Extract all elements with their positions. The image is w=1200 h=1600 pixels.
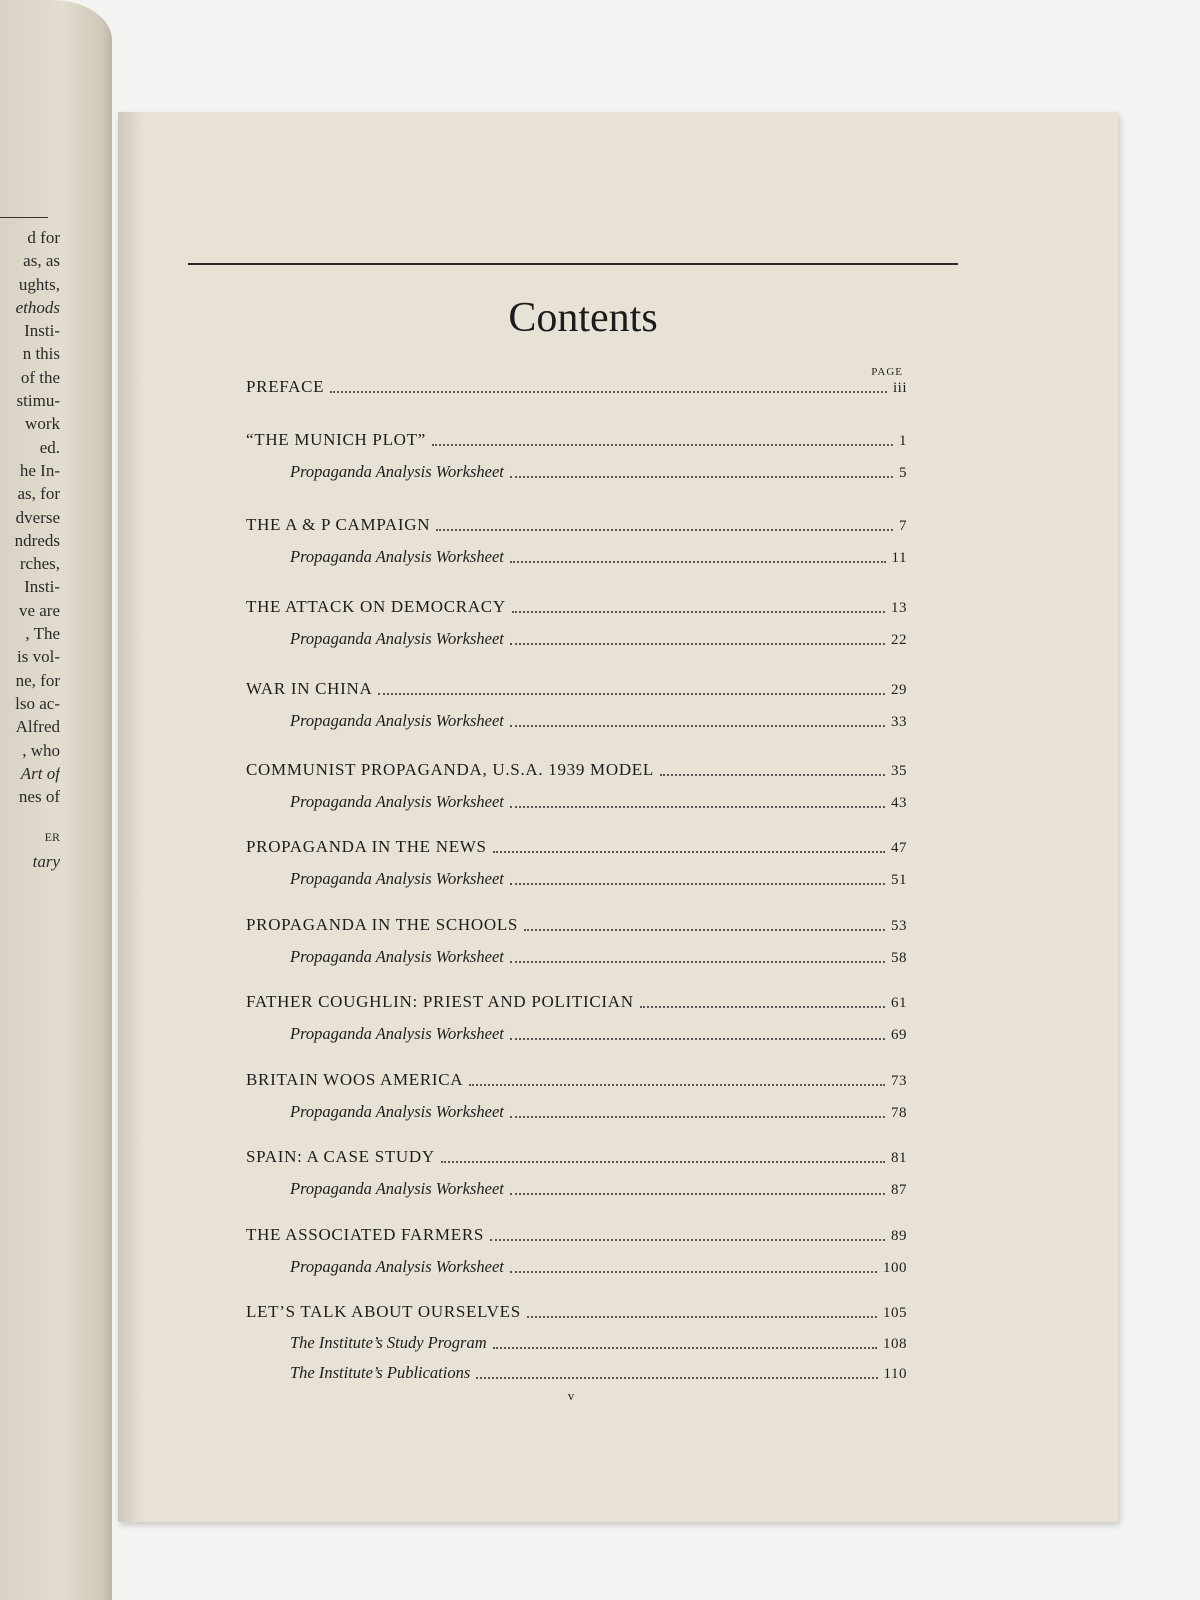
dot-leader [510, 725, 885, 727]
left-page-line: as, for [17, 484, 60, 504]
left-page-line: tary [32, 851, 60, 871]
left-page-line: ughts, [18, 274, 60, 294]
dot-leader [378, 693, 885, 695]
left-page-line: stimu- [16, 391, 60, 411]
left-page-rule [0, 217, 48, 218]
toc-entry-label: THE ASSOCIATED FARMERS [246, 1225, 485, 1244]
toc-page-number: 100 [883, 1260, 907, 1276]
toc-entry [246, 679, 907, 699]
dot-leader [493, 1347, 877, 1349]
toc-subentry [290, 1333, 907, 1353]
toc-entry [246, 515, 907, 535]
left-page-line: ve are [18, 600, 60, 620]
toc-subentry [290, 1102, 907, 1122]
toc-page-number: 105 [883, 1305, 907, 1321]
toc-subentry [290, 1179, 907, 1199]
contents-page [118, 112, 1118, 1522]
toc-entry-label: PROPAGANDA IN THE SCHOOLS [246, 915, 519, 934]
toc-entry-label: LET’S TALK ABOUT OURSELVES [246, 1302, 521, 1321]
toc-entry-label: BRITAIN WOOS AMERICA [246, 1070, 464, 1089]
toc-entry [246, 915, 907, 935]
toc-entry-label: FATHER COUGHLIN: PRIEST AND POLITICIAN [246, 992, 634, 1011]
toc-page-number: 89 [891, 1228, 907, 1244]
page-column-label: PAGE [871, 366, 903, 378]
toc-entry-label: THE ATTACK ON DEMOCRACY [246, 597, 506, 616]
toc-entry-label: Propaganda Analysis Worksheet [290, 462, 504, 481]
left-page-line: dverse [15, 507, 60, 527]
left-page-line: Alfred [15, 717, 60, 737]
toc-subentry [290, 629, 907, 649]
toc-entry [246, 1070, 907, 1090]
toc-page-number: 22 [891, 632, 907, 648]
toc-list [118, 112, 1118, 1522]
left-page-text [0, 226, 60, 873]
dot-leader [510, 883, 885, 885]
left-page-gap [0, 808, 60, 826]
toc-entry-label: Propaganda Analysis Worksheet [290, 629, 504, 648]
left-page-line: n this [22, 344, 60, 364]
toc-entry [246, 597, 907, 617]
toc-subentry [290, 547, 907, 567]
page-folio: v [567, 1388, 575, 1403]
toc-page-number: 78 [891, 1105, 907, 1121]
toc-entry-label: Propaganda Analysis Worksheet [290, 869, 504, 888]
toc-page-number: 1 [899, 433, 907, 449]
toc-subentry [290, 1024, 907, 1044]
toc-entry [246, 430, 907, 450]
toc-page-number: 13 [891, 600, 907, 616]
left-page-line: ed. [39, 437, 60, 457]
dot-leader [510, 806, 885, 808]
left-page-line: as, as [23, 251, 60, 271]
toc-entry-label: Propaganda Analysis Worksheet [290, 711, 504, 730]
toc-subentry [290, 462, 907, 482]
toc-entry [246, 1147, 907, 1167]
left-page-line: ndreds [14, 530, 60, 550]
dot-leader [510, 961, 885, 963]
dot-leader [432, 444, 893, 446]
toc-page-number: 35 [891, 763, 907, 779]
toc-entry-label: Propaganda Analysis Worksheet [290, 1179, 504, 1198]
toc-entry-label: “THE MUNICH PLOT” [246, 430, 426, 449]
left-page-line: Insti- [24, 321, 60, 341]
toc-entry-label: Propaganda Analysis Worksheet [290, 1024, 504, 1043]
toc-page-number: 5 [899, 465, 907, 481]
toc-entry-label: THE A & P CAMPAIGN [246, 515, 431, 534]
left-facing-page [0, 0, 112, 1600]
dot-leader [527, 1316, 877, 1318]
toc-page-number: 7 [899, 518, 907, 534]
toc-page-number: 53 [891, 918, 907, 934]
left-page-line: nes of [18, 787, 60, 807]
dot-leader [510, 643, 885, 645]
toc-subentry [290, 1363, 907, 1383]
dot-leader [510, 1038, 885, 1040]
left-page-line: d for [27, 228, 60, 247]
toc-page-number: 47 [891, 840, 907, 856]
toc-entry [246, 377, 907, 397]
toc-page-number: 69 [891, 1027, 907, 1043]
dot-leader [510, 476, 893, 478]
dot-leader [493, 851, 885, 853]
left-page-line: , who [22, 740, 60, 760]
toc-entry-label: COMMUNIST PROPAGANDA, U.S.A. 1939 MODEL [246, 760, 654, 779]
left-page-line: rches, [19, 554, 60, 574]
toc-page-number: 73 [891, 1073, 907, 1089]
toc-entry-label: Propaganda Analysis Worksheet [290, 1257, 504, 1276]
toc-subentry [290, 947, 907, 967]
dot-leader [436, 529, 893, 531]
left-page-line: Insti- [24, 577, 60, 597]
toc-page-number: 33 [891, 714, 907, 730]
dot-leader [510, 1271, 877, 1273]
dot-leader [510, 561, 886, 563]
dot-leader [640, 1006, 885, 1008]
dot-leader [469, 1084, 885, 1086]
toc-page-number: iii [892, 380, 907, 396]
toc-page-number: 81 [891, 1150, 907, 1166]
left-page-line: ethods [15, 297, 60, 317]
left-page-line: , The [25, 624, 60, 644]
toc-page-number: 29 [891, 682, 907, 698]
toc-subentry [290, 711, 907, 731]
toc-entry-label: WAR IN CHINA [246, 679, 373, 698]
page-title: Contents [508, 295, 658, 341]
left-page-line: ne, for [15, 670, 60, 690]
toc-entry [246, 760, 907, 780]
dot-leader [510, 1193, 885, 1195]
dot-leader [490, 1239, 885, 1241]
dot-leader [512, 611, 885, 613]
left-page-line: he In- [19, 460, 60, 480]
toc-subentry [290, 869, 907, 889]
left-page-line: is vol- [17, 647, 60, 667]
toc-subentry [290, 792, 907, 812]
toc-entry [246, 992, 907, 1012]
toc-entry [246, 1302, 907, 1322]
toc-page-number: 108 [883, 1336, 907, 1352]
toc-entry-label: SPAIN: A CASE STUDY [246, 1147, 435, 1166]
toc-entry-label: Propaganda Analysis Worksheet [290, 792, 504, 811]
dot-leader [660, 774, 885, 776]
left-page-line: ER [44, 830, 60, 845]
dot-leader [476, 1377, 877, 1379]
dot-leader [441, 1161, 885, 1163]
left-page-line: of the [20, 367, 60, 387]
toc-entry [246, 1225, 907, 1245]
dot-leader [524, 929, 885, 931]
toc-page-number: 43 [891, 795, 907, 811]
toc-page-number: 61 [891, 995, 907, 1011]
toc-entry-label: Propaganda Analysis Worksheet [290, 947, 504, 966]
toc-subentry [290, 1257, 907, 1277]
toc-page-number: 58 [891, 950, 907, 966]
toc-entry-label: PROPAGANDA IN THE NEWS [246, 837, 487, 856]
toc-page-number: 11 [891, 550, 907, 566]
left-page-line: Art of [20, 763, 60, 783]
left-page-line: work [25, 414, 60, 434]
toc-page-number: 110 [883, 1366, 907, 1382]
toc-page-number: 87 [891, 1182, 907, 1198]
toc-entry [246, 837, 907, 857]
toc-entry-label: The Institute’s Study Program [290, 1333, 487, 1352]
toc-page-number: 51 [891, 872, 907, 888]
dot-leader [330, 391, 887, 393]
toc-entry-label: PREFACE [246, 377, 325, 396]
toc-entry-label: The Institute’s Publications [290, 1363, 471, 1382]
toc-entry-label: Propaganda Analysis Worksheet [290, 547, 504, 566]
left-page-line: lso ac- [15, 693, 60, 713]
dot-leader [510, 1116, 885, 1118]
toc-entry-label: Propaganda Analysis Worksheet [290, 1102, 504, 1121]
